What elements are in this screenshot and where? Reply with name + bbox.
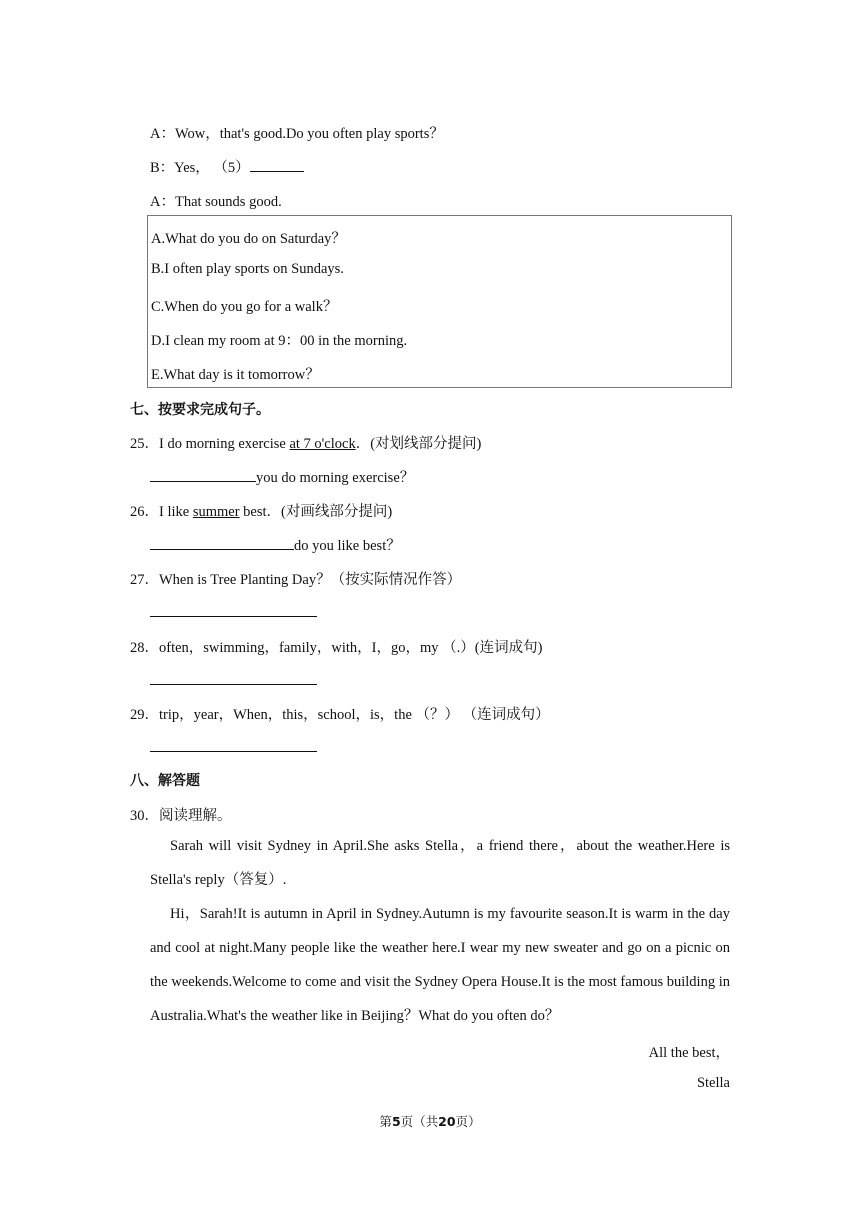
question-30-title: 30．阅读理解。 (130, 808, 232, 824)
dialogue-line-a1: A：Wow，that's good.Do you often play sports？ (150, 126, 444, 142)
question-29: 29．trip，year，When，this，school，is，the （？） （连词成句） (130, 707, 550, 723)
q25-text-pre: 25．I do morning exercise (130, 436, 290, 452)
q26-underlined: summer (192, 504, 240, 520)
dialogue-line-b (150, 156, 304, 177)
q25-answer-suffix: you do morning exercise？ (256, 470, 415, 486)
page-footer (0, 1112, 860, 1130)
section-8-title: 八、解答题 (130, 773, 200, 789)
q26-text-post: best．(对画线部分提问) (239, 504, 393, 520)
q26-text-pre: 26．I like (130, 504, 193, 520)
answer-blank-25[interactable] (150, 467, 256, 482)
q25-text-post: ．(对划线部分提问) (355, 436, 482, 452)
footer-total-pages: 20 (438, 1114, 456, 1129)
question-26 (130, 500, 392, 521)
footer-post: 页） (455, 1114, 481, 1129)
options-box (147, 215, 732, 388)
option-a: A.What do you do on Saturday？ (151, 231, 346, 247)
footer-page-number: 5 (391, 1114, 401, 1129)
letter-closing: All the best， (648, 1045, 730, 1061)
letter-signature: Stella (696, 1075, 730, 1091)
option-e: E.What day is it tomorrow？ (151, 367, 320, 383)
option-d: D.I clean my room at 9：00 in the morning. (151, 333, 408, 349)
footer-mid: 页（共 (400, 1114, 439, 1129)
reading-intro (150, 829, 730, 897)
option-c: C.When do you go for a walk？ (151, 299, 338, 315)
option-b: B.I often play sports on Sundays. (151, 261, 344, 277)
reading-letter (150, 897, 730, 1033)
section-7-title: 七、按要求完成句子。 (130, 402, 270, 418)
answer-line-26 (150, 534, 401, 555)
answer-blank-29[interactable] (150, 737, 317, 752)
answer-blank-28[interactable] (150, 670, 317, 685)
reading-intro-text: Sarah will visit Sydney in April.She asks Stella，a friend there，about the weather.Here is Stella's reply（答复）. (150, 838, 730, 888)
reading-letter-text: Hi，Sarah!It is autumn in April in Sydney.Autumn is my favourite season.It is warm in the day and cool at night.Many people like the weather here.I wear my new sweater and go on a picnic on the weekends.Welcome to come and visit the Sydney Opera House.It is the most famous building in Australia.What's the weather like in Beijing？What do you often do？ (150, 906, 730, 1024)
dialogue-line-a2: A：That sounds good. (150, 194, 282, 210)
answer-blank-26[interactable] (150, 535, 294, 550)
question-28: 28．often，swimming，family，with，I，go，my （.）(连词成句) (130, 640, 543, 656)
answer-blank-5[interactable] (250, 157, 304, 172)
answer-line-25 (150, 466, 414, 487)
footer-pre: 第 (379, 1114, 392, 1129)
answer-blank-27[interactable] (150, 602, 317, 617)
dialogue-line-b-text: B：Yes， （5） (150, 160, 250, 176)
q25-underlined: at 7 o'clock (289, 436, 356, 452)
question-27: 27．When is Tree Planting Day？（按实际情况作答） (130, 572, 462, 588)
question-25 (130, 432, 481, 453)
q26-answer-suffix: do you like best？ (294, 538, 401, 554)
